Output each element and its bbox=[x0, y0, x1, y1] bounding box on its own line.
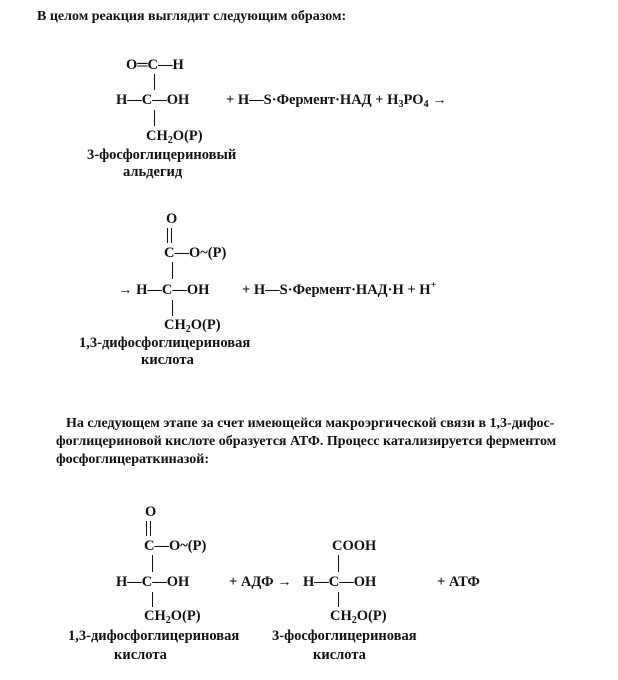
right-name-line1: 3-фосфоглицериновая bbox=[272, 628, 417, 644]
aldehyde-bottom-line: $CH_2O(P)$ bbox=[146, 128, 203, 146]
right-bond-lower bbox=[338, 592, 339, 607]
aldehyde-name-line1: 3-фосфоглицериновый bbox=[87, 147, 237, 163]
reaction2-atp: + АТФ bbox=[437, 574, 480, 590]
paragraph-line2: фоглицериновой кислоте образуется АТФ. Процесс катализируется ферментом bbox=[56, 434, 557, 449]
product-bottom-line: $CH_2O(P)$ bbox=[164, 317, 221, 335]
product-name-line2: кислота bbox=[141, 352, 194, 368]
product-bond-upper bbox=[172, 262, 173, 279]
product-carbonyl-o: O bbox=[166, 211, 178, 227]
product-middle-line: → H—C—OH bbox=[118, 282, 210, 298]
right-name-line2: кислота bbox=[313, 647, 366, 663]
aldehyde-top-line: O═C—H bbox=[126, 57, 184, 73]
reaction1-arrow: → bbox=[432, 92, 447, 108]
aldehyde-name-line2: альдегид bbox=[123, 164, 183, 180]
product-name-line1: 1,3-дифосфоглицериновая bbox=[79, 335, 251, 351]
right-top-line: COOH bbox=[332, 538, 377, 554]
reaction1-reagents: + H—S·Фермент·НАД + $H_3PO_4$ → bbox=[226, 92, 447, 110]
left-name-line2: кислота bbox=[114, 647, 167, 663]
right-bottom-line: $CH_2O(P)$ bbox=[330, 608, 387, 626]
paragraph-line1: На следующем этапе за счет имеющейся макроэргической связи в 1,3-дифос- bbox=[66, 416, 555, 431]
left-top-line: C—O~(P) bbox=[144, 538, 207, 554]
product-bond-lower bbox=[172, 300, 173, 316]
paragraph-line3: фосфоглицераткиназой: bbox=[56, 452, 210, 467]
left-double-bond bbox=[146, 521, 151, 536]
left-bottom-line: $CH_2O(P)$ bbox=[144, 608, 201, 626]
aldehyde-middle-line: H—C—OH bbox=[116, 92, 190, 108]
left-bond-upper bbox=[152, 555, 153, 572]
right-middle-line: H—C—OH bbox=[303, 574, 377, 590]
left-middle-line: H—C—OH bbox=[116, 574, 190, 590]
intro-text: В целом реакция выглядит следующим образом: bbox=[37, 9, 347, 24]
aldehyde-bond-lower bbox=[154, 110, 155, 126]
product-double-bond bbox=[167, 228, 172, 243]
left-bond-lower bbox=[152, 592, 153, 607]
reaction1-products: + H—S·Фермент·НАД·H + H+ bbox=[242, 280, 437, 298]
left-carbonyl-o: O bbox=[145, 504, 157, 520]
product-top-line: C—O~(P) bbox=[164, 245, 227, 261]
aldehyde-bond-upper bbox=[154, 74, 155, 90]
right-bond-upper bbox=[338, 555, 339, 572]
left-name-line1: 1,3-дифосфоглицериновая bbox=[68, 628, 240, 644]
reaction2-adp-arrow: + АДФ → bbox=[229, 574, 292, 590]
